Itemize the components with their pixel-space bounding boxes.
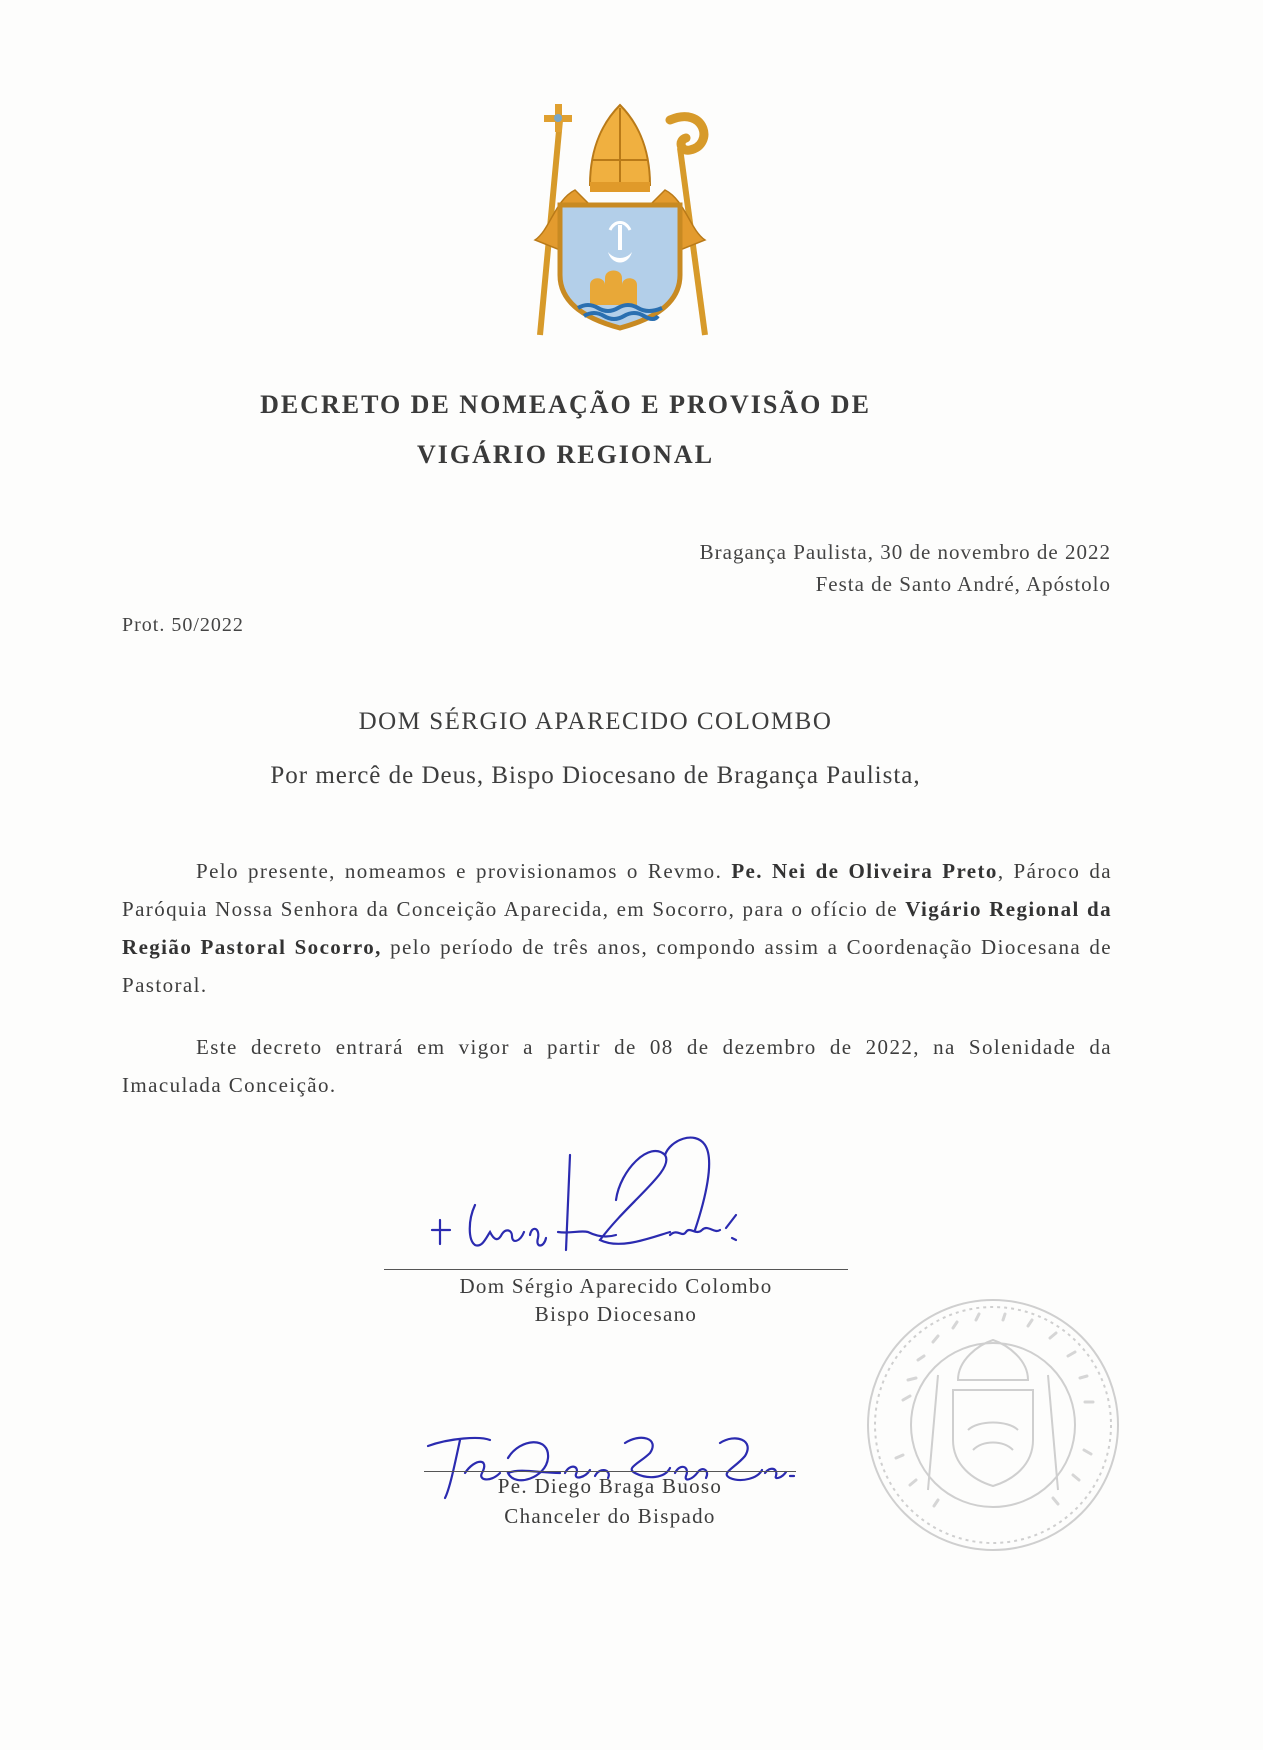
chancellor-signature-line [424, 1471, 796, 1472]
protocol-number: Prot. 50/2022 [122, 614, 244, 636]
bishop-title-heading: Por mercê de Deus, Bispo Diocesano de Bragança Paulista, [270, 762, 921, 789]
bishop-name-heading: DOM SÉRGIO APARECIDO COLOMBO [358, 708, 833, 735]
paragraph-1-text-c: pelo período de três anos, compondo assim a Coordenação Diocesana de Pastoral. [122, 935, 1112, 997]
signatory-2-name: Pe. Diego Braga Buoso [497, 1474, 723, 1498]
signatory-1-name: Dom Sérgio Aparecido Colombo [459, 1274, 773, 1298]
decree-title-line2: VIGÁRIO REGIONAL [416, 440, 715, 469]
paragraph-1-text-b: , Pároco da Paróquia Nossa Senhora da Conceição Aparecida, em Socorro, para o ofício de [122, 859, 1112, 921]
paragraph-1-text-a: Pelo presente, nomeamos e provisionamos o Revmo. [196, 859, 732, 883]
decree-paragraph-2: Este decreto entrará em vigor a partir de 08 de dezembro de 2022, na Solenidade da Imaculada Conceição. [122, 1035, 1112, 1097]
feast-day: Festa de Santo André, Apóstolo [815, 572, 1111, 596]
bishop-signature-line [384, 1269, 848, 1270]
signatory-2-role: Chanceler do Bispado [504, 1504, 716, 1528]
coat-of-arms-icon [520, 100, 720, 340]
office-name: Vigário Regional da Região Pastoral Socorro, [122, 897, 1112, 959]
appointee-name: Pe. Nei de Oliveira Preto [731, 859, 998, 883]
signatory-1-role: Bispo Diocesano [534, 1302, 698, 1326]
embossed-seal-icon [858, 1290, 1128, 1560]
bishop-signature [420, 1120, 780, 1290]
decree-paragraph-1 [122, 852, 1112, 1004]
decree-title-line1: DECRETO DE NOMEAÇÃO E PROVISÃO DE [260, 390, 871, 419]
place-date: Bragança Paulista, 30 de novembro de 2022 [699, 540, 1111, 564]
